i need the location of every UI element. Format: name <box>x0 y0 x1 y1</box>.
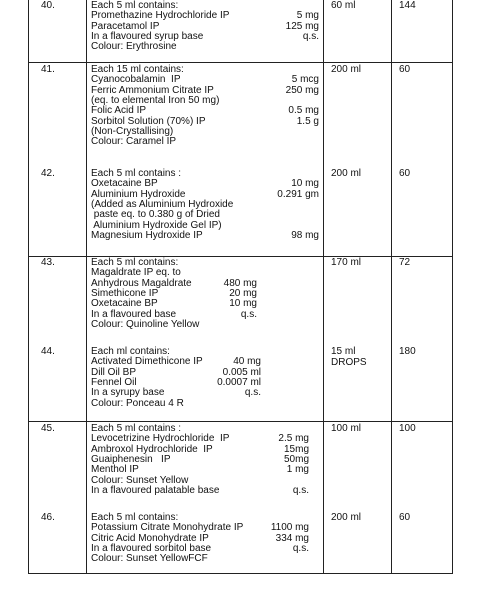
composition-cell <box>91 424 319 496</box>
composition-line: Dill Oil BP 0.005 ml <box>91 366 261 378</box>
composition-line: Each 5 ml contains: <box>91 0 179 11</box>
composition-line: Guaiphenesin IP 50mg <box>91 454 309 466</box>
composition-line: Paracetamol IP 125 mg <box>91 20 319 32</box>
composition-line: Potassium Citrate Monohydrate IP 1100 mg <box>91 522 309 534</box>
table-border-left <box>28 0 29 573</box>
composition-line: In a flavoured palatable base q.s. <box>91 485 309 497</box>
composition-line: Aluminium Hydroxide Gel IP) <box>91 219 222 231</box>
composition-line: In a flavoured sorbitol base q.s. <box>91 543 309 555</box>
composition-line: Simethicone IP 20 mg <box>91 288 257 300</box>
pack-size-cell: 170 ml <box>331 257 362 268</box>
pack-size-cell: 60 ml <box>331 0 356 11</box>
composition-line: Ferric Ammonium Citrate IP 250 mg <box>91 84 319 96</box>
composition-cell <box>91 1 319 53</box>
pack-size-cell: 200 ml <box>331 64 362 75</box>
row-number: 40. <box>41 0 55 11</box>
composition-line: Each 15 ml contains: <box>91 64 184 75</box>
row-number: 45. <box>41 423 55 434</box>
composition-cell <box>91 65 319 148</box>
composition-line: Colour: Sunset Yellow <box>91 474 189 486</box>
pack-size-cell: 200 ml <box>331 168 362 179</box>
composition-line: Menthol IP 1 mg <box>91 464 309 476</box>
composition-cell <box>91 347 319 409</box>
pack-size-cell: 200 ml <box>331 512 362 523</box>
pack-size-cell: 15 ml DROPS <box>331 346 367 368</box>
row-divider <box>28 421 453 422</box>
composition-line: Colour: Erythrosine <box>91 41 177 53</box>
row-number: 43. <box>41 257 55 268</box>
price-cell: 180 <box>399 346 416 357</box>
composition-line: Magnesium Hydroxide IP 98 mg <box>91 230 319 242</box>
composition-line: Promethazine Hydrochloride IP 5 mg <box>91 10 319 22</box>
composition-line: In a syrupy base q.s. <box>91 387 261 399</box>
row-number: 41. <box>41 64 55 75</box>
composition-line: Colour: Quinoline Yellow <box>91 319 200 331</box>
row-number: 44. <box>41 346 55 357</box>
row-number: 46. <box>41 512 55 523</box>
table-border-bottom <box>28 573 453 574</box>
composition-line: Oxetacaine BP 10 mg <box>91 178 319 190</box>
composition-line: In a flavoured base q.s. <box>91 308 257 320</box>
composition-line: Ambroxol Hydrochloride IP 15mg <box>91 443 309 455</box>
composition-line: Levocetrizine Hydrochloride IP 2.5 mg <box>91 433 309 445</box>
composition-line: In a flavoured syrup base q.s. <box>91 31 319 43</box>
composition-line: Cyanocobalamin IP 5 mcg <box>91 74 319 86</box>
column-divider <box>323 0 324 573</box>
composition-line: Citric Acid Monohydrate IP 334 mg <box>91 532 309 544</box>
composition-line: Aluminium Hydroxide 0.291 gm <box>91 188 319 200</box>
composition-line: Each 5 ml contains : <box>91 423 182 434</box>
composition-cell <box>91 258 319 330</box>
row-divider <box>28 62 453 63</box>
composition-line: Magaldrate IP eq. to <box>91 267 181 279</box>
composition-line: Oxetacaine BP 10 mg <box>91 298 257 310</box>
composition-line: (Added as Aluminium Hydroxide <box>91 199 234 211</box>
composition-line: Folic Acid IP 0.5 mg <box>91 105 319 117</box>
composition-cell <box>91 169 319 241</box>
price-cell: 100 <box>399 423 416 434</box>
composition-line: (Non-Crystallising) <box>91 126 174 138</box>
composition-line: Colour: Sunset YellowFCF <box>91 553 208 565</box>
composition-line: Each ml contains: <box>91 346 170 357</box>
price-cell: 72 <box>399 257 411 268</box>
composition-line: Fennel Oil 0.0007 ml <box>91 377 261 389</box>
price-cell: 60 <box>399 64 411 75</box>
row-number: 42. <box>41 168 55 179</box>
table-border-right <box>452 0 453 573</box>
price-cell: 144 <box>399 0 416 11</box>
composition-line: Each 5 ml contains: <box>91 512 179 523</box>
composition-line: Anhydrous Magaldrate 480 mg <box>91 277 257 289</box>
composition-line: (eq. to elemental Iron 50 mg) <box>91 95 220 107</box>
composition-line: Colour: Caramel IP <box>91 136 177 148</box>
column-divider <box>391 0 392 573</box>
composition-line: Each 5 ml contains : <box>91 168 182 179</box>
price-cell: 60 <box>399 512 411 523</box>
composition-line: Colour: Ponceau 4 R <box>91 397 184 409</box>
column-divider <box>86 0 87 573</box>
composition-line: Each 5 ml contains: <box>91 257 179 268</box>
composition-line: paste eq. to 0.380 g of Dried <box>91 209 220 221</box>
price-cell: 60 <box>399 168 411 179</box>
composition-line: Activated Dimethicone IP 40 mg <box>91 356 261 368</box>
composition-cell <box>91 513 319 565</box>
pack-size-cell: 100 ml <box>331 423 362 434</box>
composition-line: Sorbitol Solution (70%) IP 1.5 g <box>91 115 319 127</box>
